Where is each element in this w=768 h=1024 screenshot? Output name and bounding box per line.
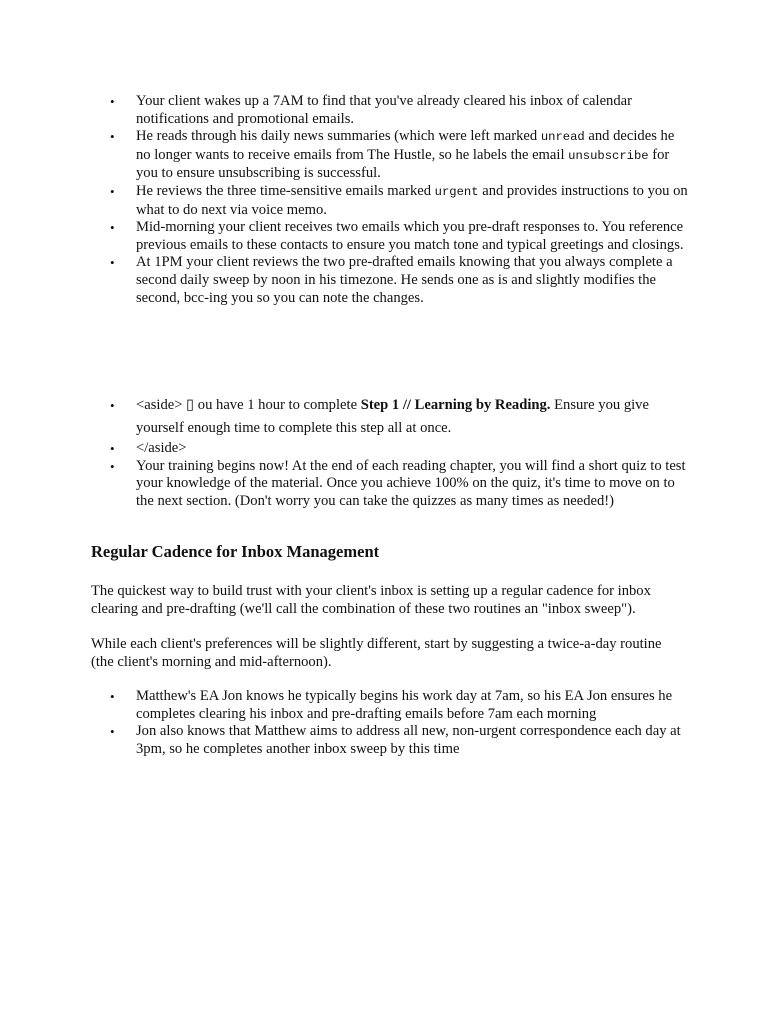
list-item <box>91 93 691 128</box>
list-item <box>91 254 691 307</box>
list-item <box>91 723 691 758</box>
list-item-text: Mid-morning your client receives two emails which you pre-draft responses to. You reference previous emails to these contacts to ensure you match tone and typical greetings and closings. <box>136 219 684 253</box>
training-text: Your training begins now! At the end of each reading chapter, you will find a short quiz to test your knowledge of the material. Once you achieve 100% on the quiz, it's time to move on to the next section. (Don't worry you can take the quizzes as many times as needed!) <box>136 457 686 509</box>
aside-list <box>91 394 691 510</box>
label-code-unread: unread <box>540 130 585 145</box>
aside-text: Ensure you give yourself enough time to complete this step all at once. <box>136 397 649 436</box>
list-item-text: He reviews the three time-sensitive emails marked <box>136 182 435 199</box>
aside-text: <aside> ▯ ou have 1 hour to complete <box>136 397 361 413</box>
label-code-unsubscribe: unsubscribe <box>568 148 649 163</box>
list-item-text: for you to ensure unsubscribing is successful. <box>136 146 670 182</box>
aside-close-item <box>91 440 691 458</box>
aside-open-item <box>91 394 691 440</box>
example-list <box>91 688 691 758</box>
training-item <box>91 458 691 511</box>
list-item-text: Matthew's EA Jon knows he typically begins his work day at 7am, so his EA Jon ensures he completes clearing his inbox and pre-drafting emails before 7am each morning <box>136 688 673 722</box>
step-label: Step 1 // Learning by Reading. <box>360 397 551 413</box>
list-item <box>91 183 691 219</box>
section-heading: Regular Cadence for Inbox Management <box>91 542 380 561</box>
list-item-text: Your client wakes up a 7AM to find that you've already cleared his inbox of calendar notifications and promotional emails. <box>136 93 632 127</box>
list-item <box>91 219 691 254</box>
list-item-text: and provides instructions to you on what to do next via voice memo. <box>136 182 688 218</box>
list-item <box>91 688 691 723</box>
aside-close-text: </aside> <box>136 440 187 456</box>
list-item-text: Jon also knows that Matthew aims to address all new, non-urgent correspondence each day at 3pm, so he completes another inbox sweep by this time <box>136 723 681 757</box>
list-item <box>91 128 691 183</box>
list-item-text: At 1PM your client reviews the two pre-drafted emails knowing that you always complete a second daily sweep by noon in his timezone. He sends one as is and slightly modifies the second, bcc-ing you so you can note the changes. <box>136 254 673 306</box>
list-item-text: and decides he no longer wants to receive emails from The Hustle, so he labels the email <box>136 128 675 163</box>
label-code-urgent: urgent <box>434 184 479 199</box>
list-item-text: He reads through his daily news summaries (which were left marked <box>136 128 541 145</box>
paragraph: The quickest way to build trust with your client's inbox is setting up a regular cadence for inbox clearing and pre-drafting (we'll call the combination of these two routines an "inbox sweep"). <box>91 583 651 617</box>
paragraph: While each client's preferences will be slightly different, start by suggesting a twice-a-day routine (the client's morning and mid-afternoon). <box>91 636 662 670</box>
daily-routine-list <box>91 93 691 307</box>
